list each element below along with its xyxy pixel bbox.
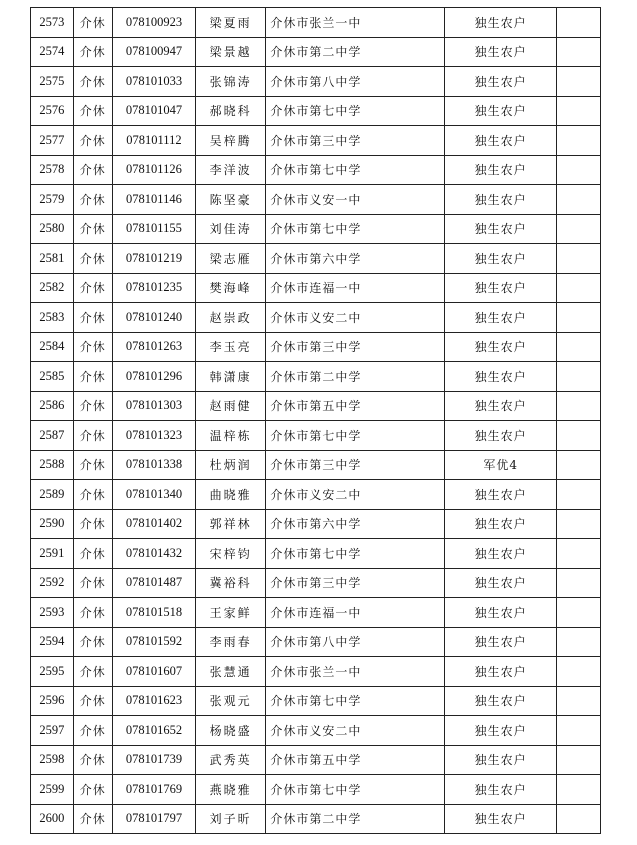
category-cell: 独生农户 — [445, 126, 557, 156]
table-row — [31, 657, 601, 687]
table-row — [31, 244, 601, 274]
county-cell: 介休 — [73, 775, 112, 805]
table-row — [31, 67, 601, 97]
county-cell: 介休 — [73, 804, 112, 834]
note-cell — [557, 155, 601, 185]
note-cell — [557, 539, 601, 569]
category-cell: 独生农户 — [445, 244, 557, 274]
student-name-cell: 李玉亮 — [195, 332, 265, 362]
student-name-cell: 温梓栋 — [195, 421, 265, 451]
category-cell: 独生农户 — [445, 804, 557, 834]
category-cell: 独生农户 — [445, 745, 557, 775]
row-number-cell: 2596 — [31, 686, 74, 716]
note-cell — [557, 67, 601, 97]
note-cell — [557, 627, 601, 657]
county-cell: 介休 — [73, 185, 112, 215]
note-cell — [557, 509, 601, 539]
category-cell: 独生农户 — [445, 37, 557, 67]
school-cell: 介休市张兰一中 — [266, 8, 445, 38]
note-cell — [557, 775, 601, 805]
row-number-cell: 2578 — [31, 155, 74, 185]
student-name-cell: 梁志雁 — [195, 244, 265, 274]
school-cell: 介休市第七中学 — [266, 96, 445, 126]
county-cell: 介休 — [73, 745, 112, 775]
school-cell: 介休市义安二中 — [266, 480, 445, 510]
table-row — [31, 185, 601, 215]
exam-id-cell: 078101240 — [112, 303, 195, 333]
row-number-cell: 2592 — [31, 568, 74, 598]
table-row — [31, 273, 601, 303]
exam-id-cell: 078101592 — [112, 627, 195, 657]
category-cell: 独生农户 — [445, 598, 557, 628]
category-cell: 独生农户 — [445, 716, 557, 746]
table-row — [31, 598, 601, 628]
school-cell: 介休市义安一中 — [266, 185, 445, 215]
exam-id-cell: 078101296 — [112, 362, 195, 392]
note-cell — [557, 657, 601, 687]
exam-id-cell: 078101126 — [112, 155, 195, 185]
student-name-cell: 梁景越 — [195, 37, 265, 67]
table-row — [31, 480, 601, 510]
student-name-cell: 李洋波 — [195, 155, 265, 185]
note-cell — [557, 686, 601, 716]
student-name-cell: 宋梓钧 — [195, 539, 265, 569]
row-number-cell: 2591 — [31, 539, 74, 569]
table-row — [31, 804, 601, 834]
student-name-cell: 武秀英 — [195, 745, 265, 775]
note-cell — [557, 96, 601, 126]
category-cell: 独生农户 — [445, 332, 557, 362]
table-row — [31, 391, 601, 421]
table-row — [31, 126, 601, 156]
student-name-cell: 张锦涛 — [195, 67, 265, 97]
category-cell: 独生农户 — [445, 480, 557, 510]
county-cell: 介休 — [73, 598, 112, 628]
row-number-cell: 2573 — [31, 8, 74, 38]
student-name-cell: 樊海峰 — [195, 273, 265, 303]
table-row — [31, 509, 601, 539]
table-row — [31, 96, 601, 126]
category-cell: 独生农户 — [445, 303, 557, 333]
school-cell: 介休市连福一中 — [266, 273, 445, 303]
county-cell: 介休 — [73, 568, 112, 598]
table-row — [31, 775, 601, 805]
county-cell: 介休 — [73, 303, 112, 333]
school-cell: 介休市第七中学 — [266, 686, 445, 716]
county-cell: 介休 — [73, 421, 112, 451]
student-name-cell: 刘佳涛 — [195, 214, 265, 244]
exam-id-cell: 078101303 — [112, 391, 195, 421]
student-name-cell: 赵雨健 — [195, 391, 265, 421]
note-cell — [557, 391, 601, 421]
county-cell: 介休 — [73, 362, 112, 392]
table-row — [31, 421, 601, 451]
county-cell: 介休 — [73, 244, 112, 274]
note-cell — [557, 568, 601, 598]
table-row — [31, 332, 601, 362]
category-cell: 独生农户 — [445, 657, 557, 687]
row-number-cell: 2589 — [31, 480, 74, 510]
student-name-cell: 曲晓雅 — [195, 480, 265, 510]
category-cell: 独生农户 — [445, 67, 557, 97]
table-row — [31, 450, 601, 480]
category-cell: 独生农户 — [445, 627, 557, 657]
note-cell — [557, 745, 601, 775]
category-cell: 独生农户 — [445, 775, 557, 805]
table-row — [31, 155, 601, 185]
school-cell: 介休市义安二中 — [266, 303, 445, 333]
note-cell — [557, 450, 601, 480]
student-name-cell: 燕晓雅 — [195, 775, 265, 805]
category-cell: 独生农户 — [445, 273, 557, 303]
exam-id-cell: 078101146 — [112, 185, 195, 215]
student-name-cell: 王家鲜 — [195, 598, 265, 628]
school-cell: 介休市第五中学 — [266, 745, 445, 775]
student-name-cell: 郭祥林 — [195, 509, 265, 539]
school-cell: 介休市第八中学 — [266, 627, 445, 657]
row-number-cell: 2576 — [31, 96, 74, 126]
note-cell — [557, 214, 601, 244]
county-cell: 介休 — [73, 627, 112, 657]
category-cell: 独生农户 — [445, 509, 557, 539]
school-cell: 介休市第八中学 — [266, 67, 445, 97]
row-number-cell: 2598 — [31, 745, 74, 775]
row-number-cell: 2593 — [31, 598, 74, 628]
note-cell — [557, 273, 601, 303]
row-number-cell: 2583 — [31, 303, 74, 333]
exam-id-cell: 078101323 — [112, 421, 195, 451]
category-cell: 独生农户 — [445, 214, 557, 244]
county-cell: 介休 — [73, 716, 112, 746]
student-name-cell: 张慧通 — [195, 657, 265, 687]
county-cell: 介休 — [73, 96, 112, 126]
category-cell: 独生农户 — [445, 362, 557, 392]
row-number-cell: 2600 — [31, 804, 74, 834]
note-cell — [557, 598, 601, 628]
exam-id-cell: 078101219 — [112, 244, 195, 274]
category-cell: 独生农户 — [445, 185, 557, 215]
table-row — [31, 716, 601, 746]
category-cell: 独生农户 — [445, 8, 557, 38]
row-number-cell: 2594 — [31, 627, 74, 657]
student-name-cell: 冀裕科 — [195, 568, 265, 598]
exam-id-cell: 078101652 — [112, 716, 195, 746]
note-cell — [557, 480, 601, 510]
category-cell: 独生农户 — [445, 96, 557, 126]
county-cell: 介休 — [73, 155, 112, 185]
category-cell: 独生农户 — [445, 539, 557, 569]
exam-id-cell: 078101739 — [112, 745, 195, 775]
school-cell: 介休市第三中学 — [266, 450, 445, 480]
row-number-cell: 2580 — [31, 214, 74, 244]
note-cell — [557, 126, 601, 156]
row-number-cell: 2577 — [31, 126, 74, 156]
exam-id-cell: 078101623 — [112, 686, 195, 716]
note-cell — [557, 8, 601, 38]
category-cell: 独生农户 — [445, 391, 557, 421]
exam-id-cell: 078101607 — [112, 657, 195, 687]
category-cell: 独生农户 — [445, 568, 557, 598]
student-name-cell: 杨晓盛 — [195, 716, 265, 746]
student-name-cell: 吴梓腾 — [195, 126, 265, 156]
note-cell — [557, 332, 601, 362]
table-row — [31, 568, 601, 598]
category-cell: 独生农户 — [445, 155, 557, 185]
exam-id-cell: 078101769 — [112, 775, 195, 805]
row-number-cell: 2582 — [31, 273, 74, 303]
school-cell: 介休市第七中学 — [266, 775, 445, 805]
table-row — [31, 214, 601, 244]
county-cell: 介休 — [73, 686, 112, 716]
category-cell: 军优4 — [445, 450, 557, 480]
school-cell: 介休市连福一中 — [266, 598, 445, 628]
table-row — [31, 627, 601, 657]
row-number-cell: 2585 — [31, 362, 74, 392]
school-cell: 介休市第三中学 — [266, 126, 445, 156]
note-cell — [557, 244, 601, 274]
row-number-cell: 2574 — [31, 37, 74, 67]
school-cell: 介休市第三中学 — [266, 332, 445, 362]
row-number-cell: 2579 — [31, 185, 74, 215]
school-cell: 介休市第五中学 — [266, 391, 445, 421]
note-cell — [557, 716, 601, 746]
exam-id-cell: 078100923 — [112, 8, 195, 38]
table-row — [31, 539, 601, 569]
school-cell: 介休市义安二中 — [266, 716, 445, 746]
student-name-cell: 张观元 — [195, 686, 265, 716]
category-cell: 独生农户 — [445, 421, 557, 451]
table-row — [31, 686, 601, 716]
county-cell: 介休 — [73, 657, 112, 687]
county-cell: 介休 — [73, 509, 112, 539]
school-cell: 介休市第六中学 — [266, 244, 445, 274]
exam-id-cell: 078101487 — [112, 568, 195, 598]
table-row — [31, 362, 601, 392]
school-cell: 介休市第七中学 — [266, 214, 445, 244]
student-name-cell: 赵崇政 — [195, 303, 265, 333]
exam-id-cell: 078101155 — [112, 214, 195, 244]
table-row — [31, 303, 601, 333]
county-cell: 介休 — [73, 332, 112, 362]
exam-id-cell: 078101432 — [112, 539, 195, 569]
note-cell — [557, 362, 601, 392]
school-cell: 介休市张兰一中 — [266, 657, 445, 687]
exam-id-cell: 078101263 — [112, 332, 195, 362]
row-number-cell: 2586 — [31, 391, 74, 421]
county-cell: 介休 — [73, 273, 112, 303]
row-number-cell: 2599 — [31, 775, 74, 805]
school-cell: 介休市第七中学 — [266, 539, 445, 569]
school-cell: 介休市第七中学 — [266, 421, 445, 451]
county-cell: 介休 — [73, 37, 112, 67]
county-cell: 介休 — [73, 450, 112, 480]
table-row — [31, 8, 601, 38]
county-cell: 介休 — [73, 480, 112, 510]
school-cell: 介休市第七中学 — [266, 155, 445, 185]
student-name-cell: 李雨春 — [195, 627, 265, 657]
note-cell — [557, 804, 601, 834]
student-name-cell: 郝晓科 — [195, 96, 265, 126]
county-cell: 介休 — [73, 67, 112, 97]
row-number-cell: 2588 — [31, 450, 74, 480]
roster-body — [31, 8, 601, 834]
school-cell: 介休市第二中学 — [266, 37, 445, 67]
exam-id-cell: 078101338 — [112, 450, 195, 480]
exam-id-cell: 078101112 — [112, 126, 195, 156]
exam-id-cell: 078101402 — [112, 509, 195, 539]
county-cell: 介休 — [73, 126, 112, 156]
student-name-cell: 杜炳润 — [195, 450, 265, 480]
student-name-cell: 梁夏雨 — [195, 8, 265, 38]
category-cell: 独生农户 — [445, 686, 557, 716]
exam-id-cell: 078101047 — [112, 96, 195, 126]
exam-id-cell: 078101797 — [112, 804, 195, 834]
exam-id-cell: 078100947 — [112, 37, 195, 67]
note-cell — [557, 37, 601, 67]
row-number-cell: 2587 — [31, 421, 74, 451]
student-name-cell: 刘子昕 — [195, 804, 265, 834]
exam-id-cell: 078101033 — [112, 67, 195, 97]
row-number-cell: 2595 — [31, 657, 74, 687]
school-cell: 介休市第三中学 — [266, 568, 445, 598]
county-cell: 介休 — [73, 539, 112, 569]
note-cell — [557, 185, 601, 215]
row-number-cell: 2584 — [31, 332, 74, 362]
student-roster-table — [30, 7, 601, 834]
school-cell: 介休市第二中学 — [266, 804, 445, 834]
county-cell: 介休 — [73, 214, 112, 244]
school-cell: 介休市第二中学 — [266, 362, 445, 392]
row-number-cell: 2581 — [31, 244, 74, 274]
row-number-cell: 2575 — [31, 67, 74, 97]
table-row — [31, 745, 601, 775]
county-cell: 介休 — [73, 8, 112, 38]
exam-id-cell: 078101235 — [112, 273, 195, 303]
row-number-cell: 2597 — [31, 716, 74, 746]
student-name-cell: 韩潇康 — [195, 362, 265, 392]
county-cell: 介休 — [73, 391, 112, 421]
exam-id-cell: 078101518 — [112, 598, 195, 628]
row-number-cell: 2590 — [31, 509, 74, 539]
student-name-cell: 陈坚豪 — [195, 185, 265, 215]
table-row — [31, 37, 601, 67]
note-cell — [557, 303, 601, 333]
note-cell — [557, 421, 601, 451]
school-cell: 介休市第六中学 — [266, 509, 445, 539]
exam-id-cell: 078101340 — [112, 480, 195, 510]
